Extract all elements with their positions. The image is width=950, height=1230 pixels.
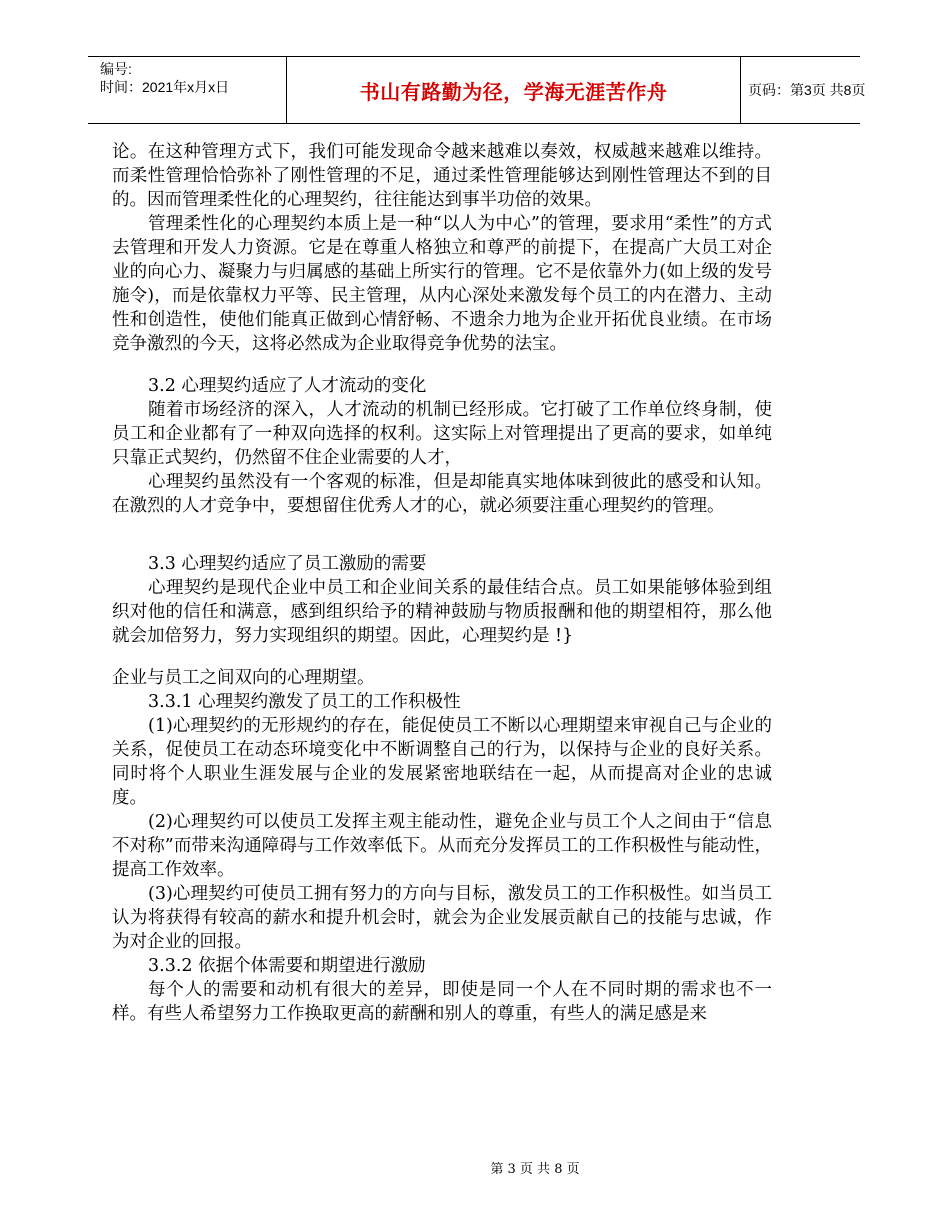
- list-item-paragraph: (1)心理契约的无形规约的存在，能促使员工不断以心理期望来审视自己与企业的关系，促使员工在动态环境变化中不断调整自己的行为，以保持与企业的良好关系。同时将个人职业生涯发展与企业的发展紧密地联结在一起，从而提高对企业的忠诚度。: [112, 716, 772, 808]
- header-motto: 书山有路勤为径，学海无涯苦作舟: [286, 57, 741, 123]
- list-item-paragraph: (3)心理契约可使员工拥有努力的方向与目标，激发员工的工作积极性。如当员工认为将获得有较高的薪水和提升机会时，就会为企业发展贡献自己的技能与忠诚，作为对企业的回报。: [112, 884, 772, 952]
- page-header: [88, 56, 866, 124]
- document-time-label: 时间：2021年x月x日: [100, 79, 230, 95]
- section-heading-3-3: 3.3 心理契约适应了员工激励的需要: [148, 554, 427, 574]
- section-heading-3-3-2: 3.3.2 依据个体需要和期望进行激励: [148, 956, 426, 976]
- section-heading-3-2: 3.2 心理契约适应了人才流动的变化: [148, 376, 427, 396]
- paragraph: 每个人的需要和动机有很大的差异，即使是同一个人在不同时期的需求也不一样。有些人希望努力工作换取更高的薪酬和别人的尊重，有些人的满足感是来: [112, 980, 772, 1024]
- paragraph: 心理契约是现代企业中员工和企业间关系的最佳结合点。员工如果能够体验到组织对他的信任和满意，感到组织给予的精神鼓励与物质报酬和他的期望相符，那么他就会加倍努力，努力实现组织的期望。因此，心理契约是 !}: [112, 578, 772, 646]
- header-meta: [88, 57, 286, 123]
- page-footer: [0, 1158, 950, 1177]
- paragraph: 管理柔性化的心理契约本质上是一种“以人为中心”的管理，要求用“柔性”的方式去管理和开发人力资源。它是在尊重人格独立和尊严的前提下，在提高广大员工对企业的向心力、凝聚力与归属感的基础上所实行的管理。它不是依靠外力(如上级的发号施令)，而是依靠权力平等、民主管理，从内心深处来激发每个员工的内在潜力、主动性和创造性，使他们能真正做到心情舒畅、不遗余力地为企业开拓优良业绩。在市场竞争激烈的今天，这将必然成为企业取得竞争优势的法宝。: [112, 214, 772, 354]
- document-number-label: 编号:: [100, 61, 132, 77]
- footer-page-number: 第 3 页 共 8 页: [490, 1162, 580, 1177]
- list-item-paragraph: (2)心理契约可以使员工发挥主观主能动性，避免企业与员工个人之间由于“信息不对称”而带来沟通障碍与工作效率低下。从而充分发挥员工的工作积极性与能动性，提高工作效率。: [112, 812, 772, 880]
- paragraph: 论。在这种管理方式下，我们可能发现命令越来越难以奏效，权威越来越难以维持。而柔性管理恰恰弥补了刚性管理的不足，通过柔性管理能够达到刚性管理达不到的目的。因而管理柔性化的心理契约，往往能达到事半功倍的效果。: [112, 142, 772, 210]
- paragraph: 心理契约虽然没有一个客观的标准，但是却能真实地体味到彼此的感受和认知。在激烈的人才竞争中，要想留住优秀人才的心，就必须要注重心理契约的管理。: [112, 472, 772, 516]
- header-page-number: 页码：第3页 共8页: [748, 82, 866, 98]
- document-body: [112, 140, 772, 1026]
- paragraph: 企业与员工之间双向的心理期望。: [112, 668, 375, 688]
- paragraph: 随着市场经济的深入，人才流动的机制已经形成。它打破了工作单位终身制，使员工和企业都有了一种双向选择的权利。这实际上对管理提出了更高的要求，如单纯只靠正式契约，仍然留不住企业需要的人才，: [112, 400, 772, 468]
- section-heading-3-3-1: 3.3.1 心理契约激发了员工的工作积极性: [148, 692, 461, 712]
